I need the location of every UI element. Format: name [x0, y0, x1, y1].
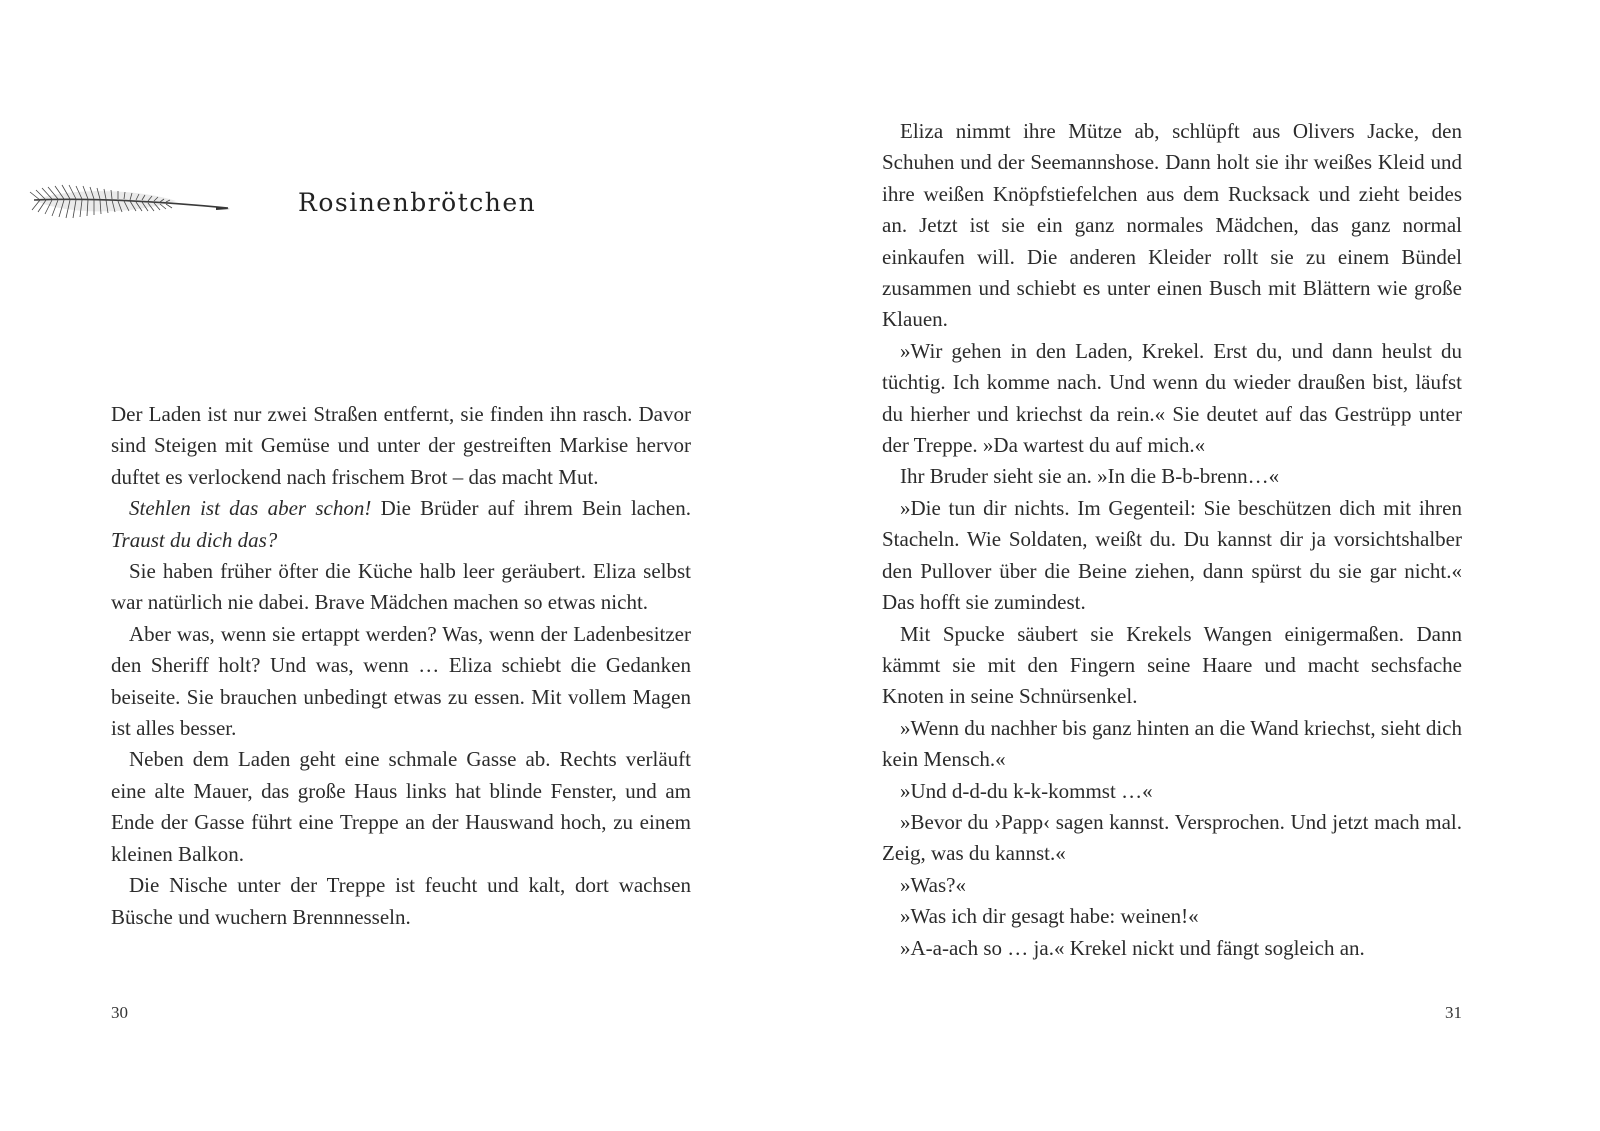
paragraph-italic	[111, 493, 691, 556]
paragraph: Mit Spucke säubert sie Krekels Wangen einigermaßen. Dann kämmt sie mit den Fingern seine Haare und macht sechsfache Knoten in seine Schnürsenkel.	[882, 621, 1462, 709]
italic-text: Traust du dich das?	[111, 527, 278, 552]
paragraph: Aber was, wenn sie ertappt werden? Was, wenn der Ladenbesitzer den Sheriff holt? Und was, wenn … Eliza schiebt die Gedanken beiseite. Sie brauchen unbedingt etwas zu essen. Mit vollem Magen ist alles besser.	[111, 621, 691, 741]
paragraph: »Was?«	[900, 872, 966, 897]
paragraph: Ihr Bruder sieht sie an. »In die B-b-brenn…«	[900, 464, 1280, 489]
left-page-text	[111, 399, 691, 933]
chapter-heading	[26, 178, 746, 238]
paragraph: »Die tun dir nichts. Im Gegenteil: Sie beschützen dich mit ihren Stacheln. Wie Soldaten, weißt du. Du kannst dir ja vorsichtshalber den Pullover über die Beine ziehen, dann spürst du sie gar nicht.« Das hofft sie zumindest.	[882, 495, 1462, 615]
paragraph: »Wenn du nachher bis ganz hinten an die Wand kriechst, sieht dich kein Mensch.«	[882, 715, 1462, 772]
paragraph: Die Nische unter der Treppe ist feucht und kalt, dort wachsen Büsche und wuchern Brennnesseln.	[111, 873, 691, 929]
paragraph: »Und d-d-du k-k-kommst …«	[900, 778, 1153, 803]
right-page	[800, 0, 1600, 1131]
feather-icon	[26, 178, 236, 228]
page-number-right: 31	[1445, 1003, 1462, 1022]
page-number-left: 30	[111, 1003, 128, 1022]
paragraph: »Was ich dir gesagt habe: weinen!«	[900, 904, 1199, 929]
chapter-title: Rosinenbrötchen	[298, 188, 537, 217]
paragraph-text: Die Brüder auf ihrem Bein lachen.	[380, 496, 692, 521]
italic-text: Stehlen ist das aber schon!	[129, 496, 372, 521]
paragraph: Der Laden ist nur zwei Straßen entfernt, sie finden ihn rasch. Davor sind Steigen mit Gemüse und unter der gestreiften Markise hervor duftet es verlockend nach frischem Brot – das macht Mut.	[111, 402, 691, 489]
paragraph: Eliza nimmt ihre Mütze ab, schlüpft aus Olivers Jacke, den Schuhen und der Seemannshose. Dann holt sie ihr weißes Kleid und ihre weißen Knöpfstiefelchen aus dem Rucksack und zieht beides an. Jetzt ist sie ein ganz normales Mädchen, das ganz normal einkaufen will. Die anderen Kleider rollt sie zu einem Bündel zusammen und schiebt es unter einen Busch mit Blättern wie große Klauen.	[882, 119, 1462, 332]
paragraph: Neben dem Laden geht eine schmale Gasse ab. Rechts verläuft eine alte Mauer, das große Haus links hat blinde Fenster, und am Ende der Gasse führt eine Treppe an der Hauswand hoch, zu einem kleinen Balkon.	[111, 747, 691, 866]
right-page-text	[882, 116, 1462, 964]
paragraph: Sie haben früher öfter die Küche halb leer geräubert. Eliza selbst war natürlich nie dabei. Brave Mädchen machen so etwas nicht.	[111, 559, 691, 615]
paragraph: »Wir gehen in den Laden, Krekel. Erst du, und dann heulst du tüchtig. Ich komme nach. Und wenn du wieder draußen bist, läufst du hierher und kriechst da rein.« Sie deutet auf das Gestrüpp unter der Treppe. »Da wartest du auf mich.«	[882, 338, 1462, 458]
paragraph: »Bevor du ›Papp‹ sagen kannst. Versprochen. Und jetzt mach mal. Zeig, was du kannst.«	[882, 809, 1462, 866]
paragraph: »A-a-ach so … ja.« Krekel nickt und fängt sogleich an.	[900, 935, 1365, 960]
